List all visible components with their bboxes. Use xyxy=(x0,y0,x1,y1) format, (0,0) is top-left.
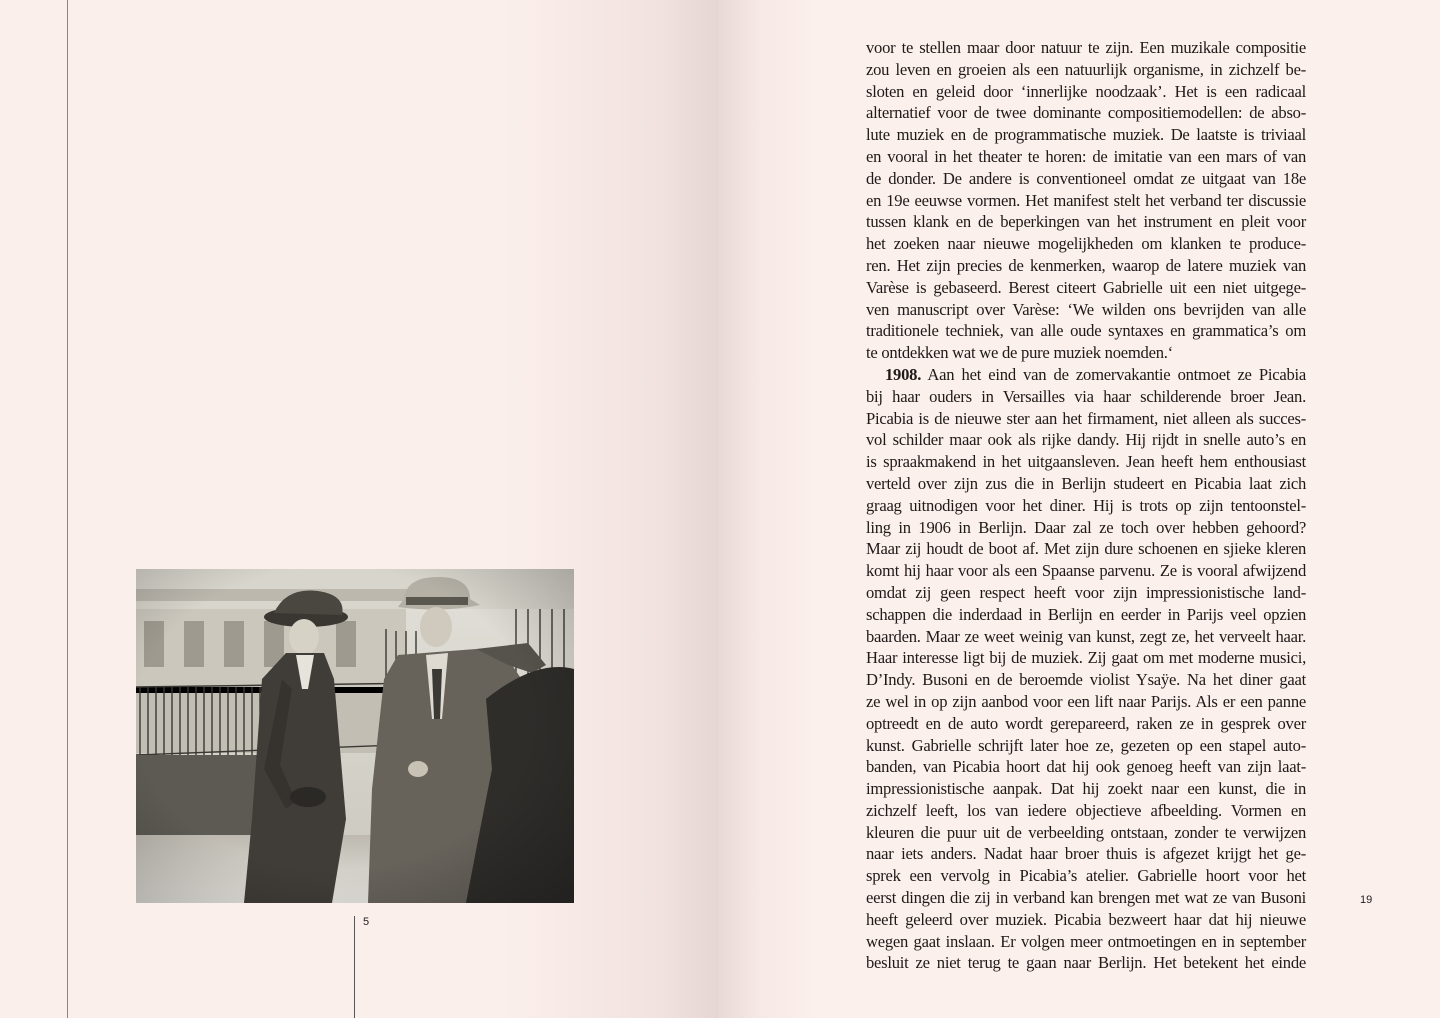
text-line: voor te stellen maar door natuur te zijn. Een muzikale compositie xyxy=(866,38,1306,57)
text-line: is spraakmakend in het uitgaansleven. Jean heeft hem enthousiast xyxy=(866,452,1306,472)
text-line: zichzelf leeft, los van iedere objectieve afbeelding. Vormen en xyxy=(866,800,1306,820)
text-line: alternatief voor de twee dominante compositiemodellen: de abso- xyxy=(866,103,1306,123)
text-line: vol schilder maar ook als rijke dandy. Hij rijdt in snelle auto’s en xyxy=(866,430,1306,450)
text-line: impressionistische aanpak. Dat hij zoekt naar een kunst, die in xyxy=(866,779,1306,799)
text-line: lute muziek en de programmatische muziek. De laatste is triviaal xyxy=(866,125,1306,145)
figure-number: 5 xyxy=(363,916,370,928)
text-run: Aan het eind van de zomervakantie ontmoet ze Picabia xyxy=(921,364,1306,384)
text-line: ling in 1906 in Berlijn. Daar zal ze toch over hebben gehoord? xyxy=(866,517,1306,537)
text-line: bij haar ouders in Versailles via haar schilderende broer Jean. xyxy=(866,386,1306,406)
text-line: graag uitnodigen voor het diner. Hij is trots op zijn tentoonstel- xyxy=(866,495,1306,515)
text-line: D’Indy. Busoni en de beroemde violist Ysaÿe. Na het diner gaat xyxy=(866,670,1306,690)
text-line: Maar zij houdt de boot af. Met zijn dure schoenen en sjieke kleren xyxy=(866,539,1306,559)
text-line: naar iets anders. Nadat haar broer thuis is afgezet krijgt het ge- xyxy=(866,844,1306,864)
text-line: komt hij haar voor als een Spaanse parvenu. Ze is vooral afwijzend xyxy=(866,561,1306,581)
text-line: sloten en geleid door ‘innerlijke noodzaak’. Het is een radicaal xyxy=(866,81,1306,101)
text-line xyxy=(866,364,1306,386)
text-line: zou leven en groeien als een natuurlijk organisme, in zichzelf be- xyxy=(866,59,1306,79)
text-line: optreedt en de auto wordt gerepareerd, raken ze in gesprek over xyxy=(866,713,1306,733)
text-line: ven manuscript over Varèse: ‘We wilden ons bevrijden van alle xyxy=(866,299,1306,319)
text-line: en 19e eeuwse vormen. Het manifest stelt het verband ter discussie xyxy=(866,190,1306,210)
text-line: verteld over zijn zus die in Berlijn studeert en Picabia laat zich xyxy=(866,473,1306,493)
text-line: omdat zij geen respect heeft voor zijn impressionistische land- xyxy=(866,582,1306,602)
body-text xyxy=(866,37,1306,974)
text-line: te ontdekken wat we de pure muziek noemden.‘ xyxy=(866,343,1173,363)
text-line: Varèse is gebaseerd. Berest citeert Gabrielle uit een niet uitgege- xyxy=(866,277,1306,297)
text-line: heeft geleerd over muziek. Picabia bezweert haar dat hij nieuwe xyxy=(866,909,1306,929)
text-line: eerst dingen die zij in verband kan brengen met wat ze van Busoni xyxy=(866,888,1306,908)
text-line: besluit ze niet terug te gaan naar Berlijn. Het betekent het einde xyxy=(866,953,1306,973)
text-line: sprek een vervolg in Picabia’s atelier. Gabrielle hoort voor het xyxy=(866,866,1306,886)
text-line: ze wel in op zijn aanbod voor een lift naar Parijs. Als er een panne xyxy=(866,691,1306,711)
text-line: Haar interesse ligt bij de muziek. Zij gaat om met moderne musici, xyxy=(866,648,1306,668)
text-line: en vooral in het theater te horen: de imitatie van een mars of van xyxy=(866,146,1306,166)
text-line: kunst. Gabrielle schrijft later hoe ze, gezeten op een stapel auto- xyxy=(866,735,1306,755)
text-line: baarden. Maar ze weet weinig van kunst, zegt ze, het verveelt haar. xyxy=(866,626,1306,646)
page-number: 19 xyxy=(1360,894,1373,906)
text-line: banden, van Picabia hoort dat hij ook genoeg heeft van zijn laat- xyxy=(866,757,1306,777)
historical-photograph xyxy=(136,569,574,903)
text-line: Picabia is de nieuwe ster aan het firmament, niet alleen als succes- xyxy=(866,408,1306,428)
text-line: tussen klank en de beperkingen van het instrument en pleit voor xyxy=(866,212,1306,232)
text-line: ren. Het zijn precies de kenmerken, waarop de latere muziek van xyxy=(866,255,1306,275)
text-line: schappen die inderdaad in Berlijn en eerder in Parijs veel opzien xyxy=(866,604,1306,624)
margin-rule xyxy=(67,0,68,1018)
year-heading: 1908. xyxy=(885,364,922,384)
text-line: wegen gaat inslaan. Er volgen meer ontmoetingen en in september xyxy=(866,931,1306,951)
caption-rule xyxy=(354,916,355,1018)
text-line: de donder. De andere is conventioneel omdat ze uitgaat van 18e xyxy=(866,168,1306,188)
text-line: het zoeken naar nieuwe mogelijkheden om klanken te produce- xyxy=(866,234,1306,254)
text-line: traditionele techniek, van alle oude syntaxes en grammatica’s om xyxy=(866,321,1306,341)
text-line: kleuren die puur uit de verbeelding ontstaan, zonder te verwijzen xyxy=(866,822,1306,842)
